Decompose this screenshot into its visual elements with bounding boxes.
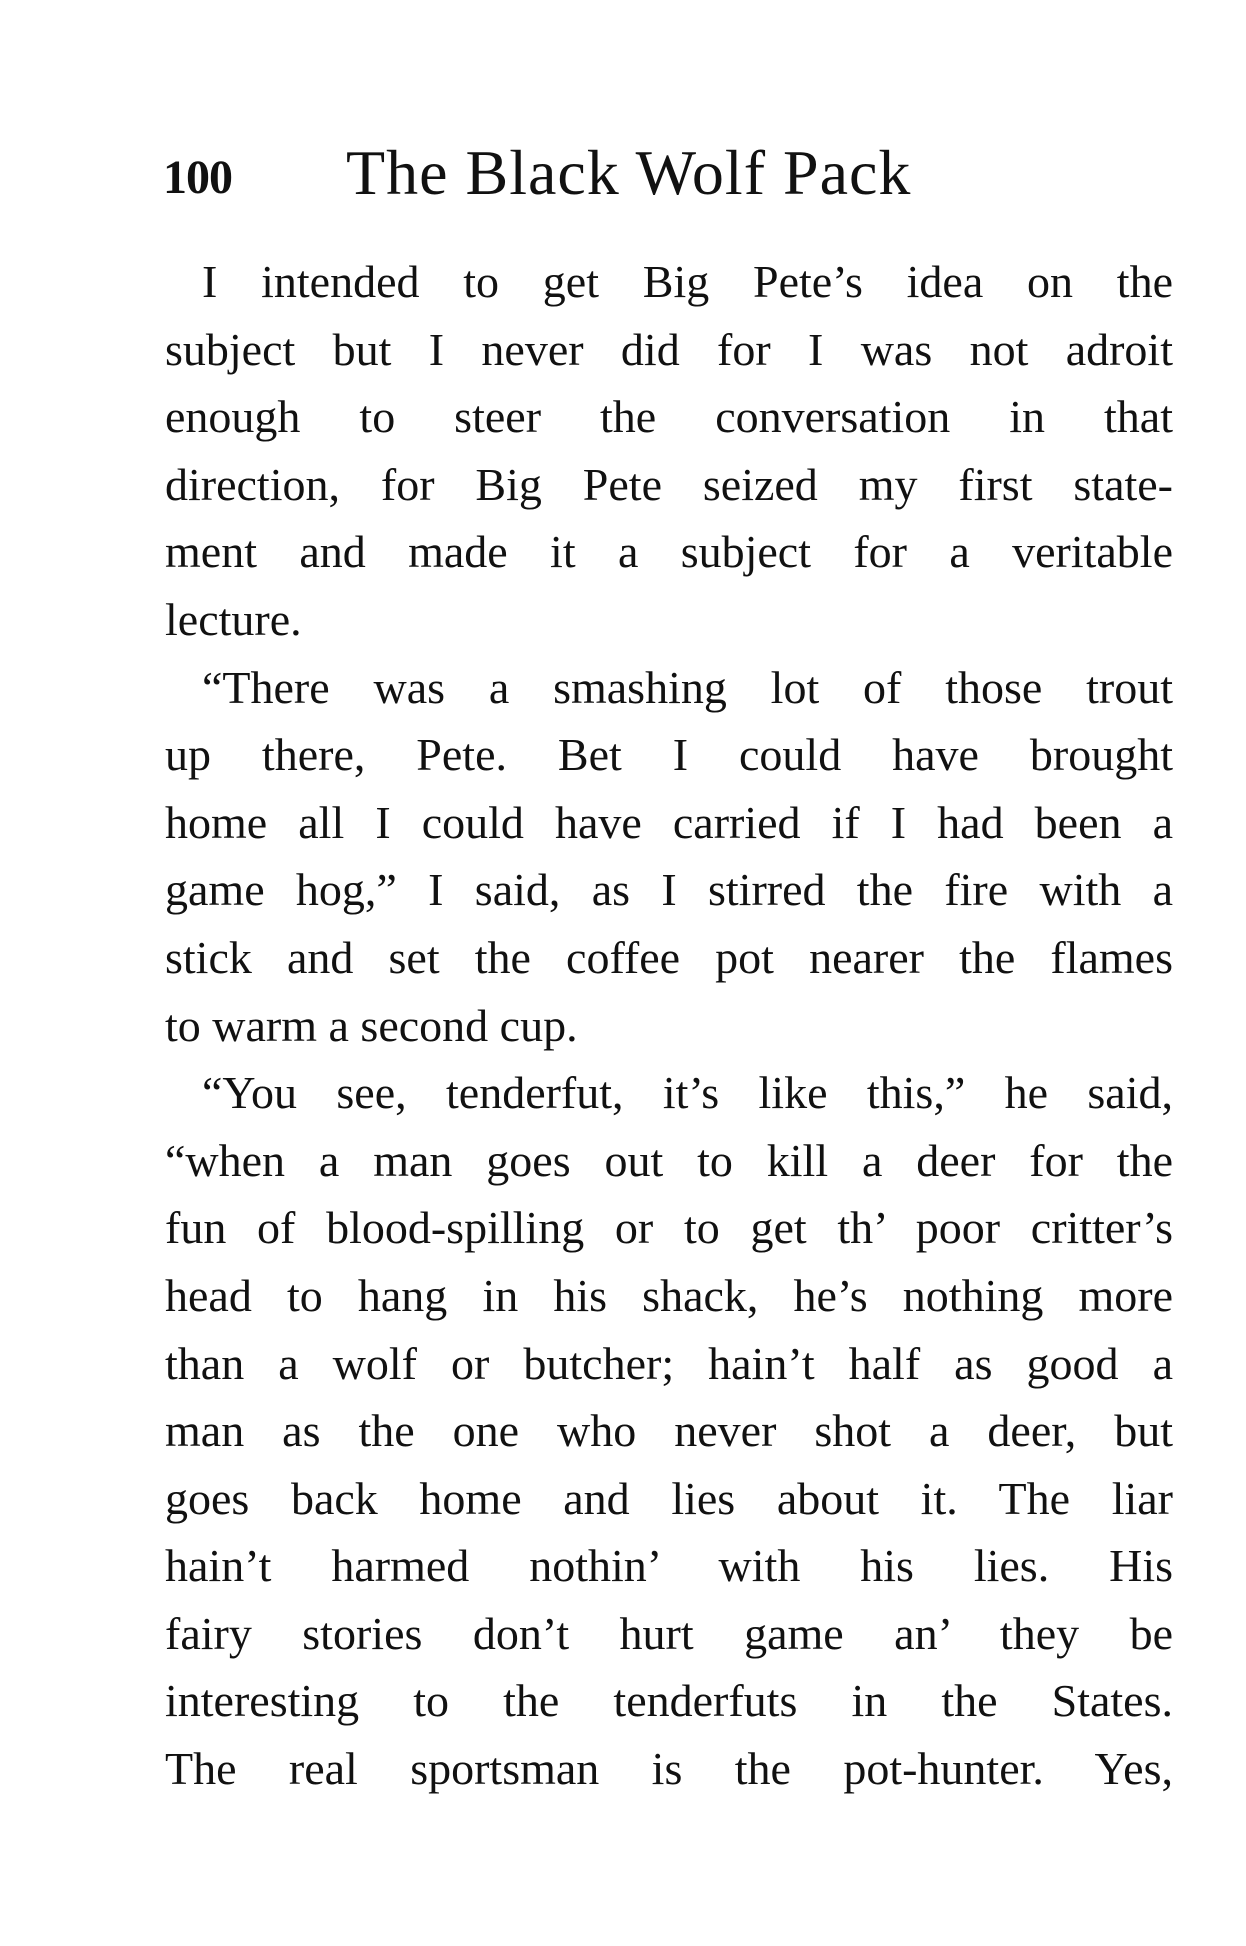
text-line: The real sportsman is the pot-hunter. Yes, (165, 1743, 1173, 1795)
text-line: home all I could have carried if I had been a (165, 796, 1173, 848)
text-line: lecture. (165, 593, 302, 645)
text-line: “You see, tenderfut, it’s like this,” he said, (202, 1067, 1173, 1119)
text-line: goes back home and lies about it. The liar (165, 1472, 1173, 1524)
text-line: “when a man goes out to kill a deer for the (165, 1134, 1173, 1186)
text-line: up there, Pete. Bet I could have brought (165, 729, 1173, 781)
text-line: interesting to the tenderfuts in the States. (165, 1675, 1173, 1727)
body-text (165, 248, 1173, 1803)
text-line: enough to steer the conversation in that (165, 391, 1173, 443)
text-line: I intended to get Big Pete’s idea on the (202, 256, 1173, 307)
text-line: subject but I never did for I was not adroit (165, 323, 1173, 375)
text-line: ment and made it a subject for a veritable (165, 526, 1173, 578)
text-line: stick and set the coffee pot nearer the flames (165, 931, 1173, 983)
text-line: man as the one who never shot a deer, but (165, 1405, 1173, 1457)
text-line: “There was a smashing lot of those trout (202, 661, 1173, 713)
text-line: direction, for Big Pete seized my first state- (165, 458, 1173, 510)
text-line: head to hang in his shack, he’s nothing more (165, 1269, 1173, 1321)
text-line: to warm a second cup. (165, 999, 578, 1051)
text-line: than a wolf or butcher; hain’t half as good a (165, 1337, 1173, 1389)
page-number: 100 (163, 151, 232, 204)
text-line: hain’t harmed nothin’ with his lies. His (165, 1540, 1173, 1592)
text-line: game hog,” I said, as I stirred the fire with a (165, 864, 1173, 916)
text-line: fairy stories don’t hurt game an’ they be (165, 1607, 1173, 1659)
page-header (163, 138, 1173, 208)
running-title: The Black Wolf Pack (346, 137, 912, 208)
text-line: fun of blood-spilling or to get th’ poor critter’s (165, 1202, 1173, 1254)
